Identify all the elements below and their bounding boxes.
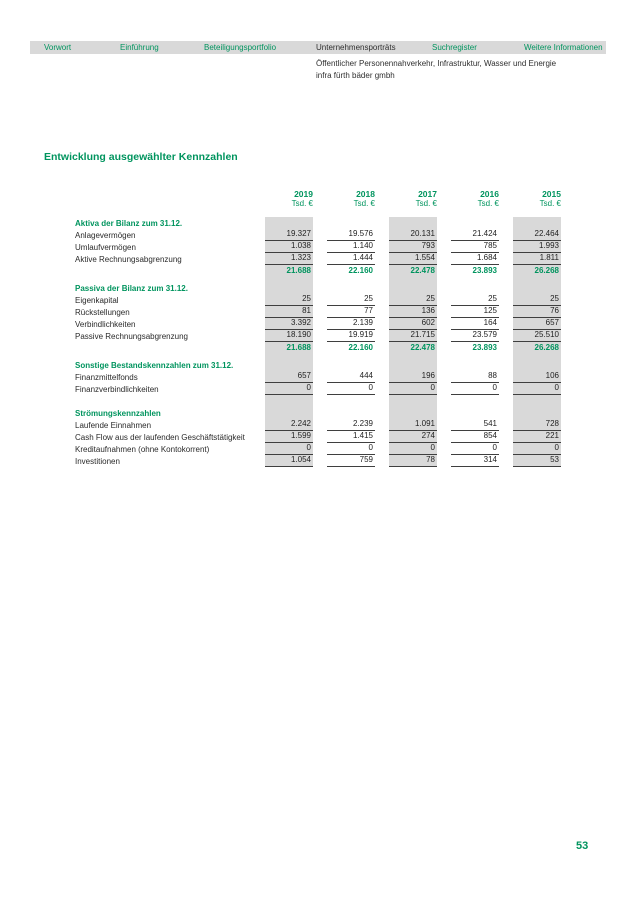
value-cell: 221 — [513, 431, 561, 443]
value-cell: 541 — [451, 419, 499, 431]
value-cell: 20.131 — [389, 229, 437, 241]
value-cell: 0 — [513, 383, 561, 395]
table-row — [75, 419, 561, 431]
value-cell: 21.715 — [389, 330, 437, 342]
value-cell: 2.242 — [265, 419, 313, 431]
year-header: 2017 — [418, 189, 437, 199]
value-cell: 81 — [265, 306, 313, 318]
unit-header: Tsd. € — [415, 199, 437, 208]
value-cell: 1.091 — [389, 419, 437, 431]
table-row — [75, 371, 561, 383]
table-row — [75, 383, 561, 395]
total-cell: 21.688 — [265, 342, 313, 354]
value-cell: 0 — [389, 383, 437, 395]
value-cell: 602 — [389, 318, 437, 330]
value-cell: 728 — [513, 419, 561, 431]
table-row — [75, 431, 561, 443]
value-cell: 1.599 — [265, 431, 313, 443]
value-cell: 759 — [327, 455, 375, 467]
page-number: 53 — [576, 840, 589, 852]
section-title: Strömungskennzahlen — [75, 409, 161, 418]
value-cell: 657 — [513, 318, 561, 330]
empty-cell — [513, 217, 561, 229]
row-label: Kreditaufnahmen (ohne Kontokorrent) — [75, 445, 210, 454]
empty-cell — [451, 217, 499, 229]
value-cell: 0 — [513, 443, 561, 455]
nav-item-einfuehrung[interactable]: Einführung — [120, 43, 159, 52]
value-cell: 1.415 — [327, 431, 375, 443]
value-cell: 1.811 — [513, 253, 561, 265]
row-label: Anlagevermögen — [75, 231, 136, 240]
table-total-row — [75, 342, 561, 354]
row-label: Eigenkapital — [75, 296, 119, 305]
value-cell: 23.579 — [451, 330, 499, 342]
empty-cell — [265, 217, 313, 229]
empty-cell — [265, 359, 313, 371]
value-cell: 19.327 — [265, 229, 313, 241]
value-cell: 25 — [451, 294, 499, 306]
value-cell: 0 — [265, 443, 313, 455]
total-label — [75, 265, 251, 277]
value-cell: 78 — [389, 455, 437, 467]
nav-item-weitere-informationen[interactable]: Weitere Informationen — [524, 43, 603, 52]
row-label: Rückstellungen — [75, 308, 130, 317]
year-header: 2019 — [294, 189, 313, 199]
table-row — [75, 253, 561, 265]
year-header: 2015 — [542, 189, 561, 199]
row-label: Verbindlichkeiten — [75, 320, 136, 329]
unit-header: Tsd. € — [353, 199, 375, 208]
empty-cell — [389, 282, 437, 294]
table-row — [75, 455, 561, 467]
value-cell: 164 — [451, 318, 499, 330]
unit-header: Tsd. € — [291, 199, 313, 208]
year-row-spacer — [75, 186, 251, 199]
empty-cell — [513, 407, 561, 419]
value-cell: 77 — [327, 306, 375, 318]
spacer-cell — [451, 395, 499, 407]
empty-cell — [389, 359, 437, 371]
row-label: Finanzmittelfonds — [75, 373, 138, 382]
value-cell: 1.554 — [389, 253, 437, 265]
value-cell: 18.190 — [265, 330, 313, 342]
value-cell: 854 — [451, 431, 499, 443]
value-cell: 1.038 — [265, 241, 313, 253]
value-cell: 657 — [265, 371, 313, 383]
row-label: Cash Flow aus der laufenden Geschäftstätigkeit — [75, 433, 245, 442]
value-cell: 136 — [389, 306, 437, 318]
empty-cell — [513, 359, 561, 371]
value-cell: 314 — [451, 455, 499, 467]
spacer-cell — [513, 395, 561, 407]
value-cell: 21.424 — [451, 229, 499, 241]
total-cell: 22.160 — [348, 266, 373, 275]
value-cell: 25 — [389, 294, 437, 306]
empty-cell — [327, 407, 375, 419]
value-cell: 53 — [513, 455, 561, 467]
value-cell: 1.054 — [265, 455, 313, 467]
table-section-row — [75, 407, 561, 419]
total-cell: 22.478 — [389, 265, 437, 277]
value-cell: 0 — [451, 383, 499, 395]
value-cell: 1.684 — [451, 253, 499, 265]
value-cell: 25.510 — [513, 330, 561, 342]
table-year-row — [75, 186, 561, 199]
year-header: 2016 — [480, 189, 499, 199]
nav-item-beteiligungsportfolio[interactable]: Beteiligungsportfolio — [204, 43, 277, 52]
year-header: 2018 — [356, 189, 375, 199]
row-label: Laufende Einnahmen — [75, 421, 152, 430]
table-row — [75, 443, 561, 455]
total-cell: 23.893 — [472, 343, 497, 352]
total-cell: 21.688 — [265, 265, 313, 277]
table-row — [75, 229, 561, 241]
kennzahlen-table-body — [75, 217, 561, 467]
empty-cell — [389, 407, 437, 419]
value-cell: 2.239 — [327, 419, 375, 431]
row-label: Passive Rechnungsabgrenzung — [75, 332, 188, 341]
page-title: Entwicklung ausgewählter Kennzahlen — [44, 151, 238, 163]
table-row — [75, 241, 561, 253]
nav-context — [316, 58, 556, 82]
value-cell: 274 — [389, 431, 437, 443]
nav-item-suchregister[interactable]: Suchregister — [432, 43, 477, 52]
value-cell: 1.323 — [265, 253, 313, 265]
spacer-cell — [327, 395, 375, 407]
table-section-row — [75, 282, 561, 294]
nav-context-category: Öffentlicher Personennahverkehr, Infrastruktur, Wasser und Energie — [316, 59, 557, 68]
value-cell: 25 — [265, 294, 313, 306]
total-label — [75, 342, 251, 354]
table-row — [75, 306, 561, 318]
empty-cell — [451, 359, 499, 371]
value-cell: 1.993 — [513, 241, 561, 253]
empty-cell — [327, 217, 375, 229]
value-cell: 22.464 — [513, 229, 561, 241]
total-cell: 22.478 — [389, 342, 437, 354]
empty-cell — [265, 407, 313, 419]
section-title: Passiva der Bilanz zum 31.12. — [75, 284, 188, 293]
value-cell: 1.140 — [327, 241, 375, 253]
table-row — [75, 318, 561, 330]
value-cell: 0 — [389, 443, 437, 455]
total-cell: 22.160 — [348, 343, 373, 352]
value-cell: 785 — [451, 241, 499, 253]
table-section-row — [75, 217, 561, 229]
total-cell: 23.893 — [472, 266, 497, 275]
table-unit-row — [75, 199, 561, 211]
value-cell: 3.392 — [265, 318, 313, 330]
empty-cell — [513, 282, 561, 294]
row-label: Umlaufvermögen — [75, 243, 136, 252]
spacer-cell — [389, 395, 437, 407]
total-cell: 26.268 — [513, 342, 561, 354]
value-cell: 0 — [451, 443, 499, 455]
kennzahlen-table — [61, 186, 575, 467]
value-cell: 76 — [513, 306, 561, 318]
value-cell: 793 — [389, 241, 437, 253]
value-cell: 1.444 — [327, 253, 375, 265]
empty-cell — [265, 282, 313, 294]
spacer-cell — [75, 395, 251, 407]
spacer-cell — [265, 395, 313, 407]
unit-row-spacer — [75, 199, 251, 211]
table-row — [75, 330, 561, 342]
empty-cell — [327, 359, 375, 371]
value-cell: 0 — [265, 383, 313, 395]
empty-cell — [451, 407, 499, 419]
unit-header: Tsd. € — [539, 199, 561, 208]
empty-cell — [451, 282, 499, 294]
nav-context-company: infra fürth bäder gmbh — [316, 71, 395, 80]
nav-item-unternehmensportraets[interactable]: Unternehmensporträts — [316, 43, 396, 52]
section-title: Aktiva der Bilanz zum 31.12. — [75, 219, 183, 228]
empty-cell — [389, 217, 437, 229]
nav-item-vorwort[interactable]: Vorwort — [44, 43, 72, 52]
unit-header: Tsd. € — [477, 199, 499, 208]
value-cell: 196 — [389, 371, 437, 383]
table-section-row — [75, 359, 561, 371]
value-cell: 125 — [451, 306, 499, 318]
value-cell: 444 — [327, 371, 375, 383]
value-cell: 19.919 — [327, 330, 375, 342]
value-cell: 19.576 — [327, 229, 375, 241]
row-label: Aktive Rechnungsabgrenzung — [75, 255, 182, 264]
value-cell: 25 — [327, 294, 375, 306]
value-cell: 25 — [513, 294, 561, 306]
row-label: Investitionen — [75, 457, 120, 466]
value-cell: 88 — [451, 371, 499, 383]
row-label: Finanzverbindlichkeiten — [75, 385, 159, 394]
empty-cell — [327, 282, 375, 294]
section-title: Sonstige Bestandskennzahlen zum 31.12. — [75, 361, 234, 370]
value-cell: 0 — [327, 383, 375, 395]
value-cell: 0 — [327, 443, 375, 455]
top-navigation — [30, 41, 606, 54]
total-cell: 26.268 — [513, 265, 561, 277]
value-cell: 106 — [513, 371, 561, 383]
table-row — [75, 294, 561, 306]
table-total-row — [75, 265, 561, 277]
value-cell: 2.139 — [327, 318, 375, 330]
table-spacer-row — [75, 395, 561, 407]
